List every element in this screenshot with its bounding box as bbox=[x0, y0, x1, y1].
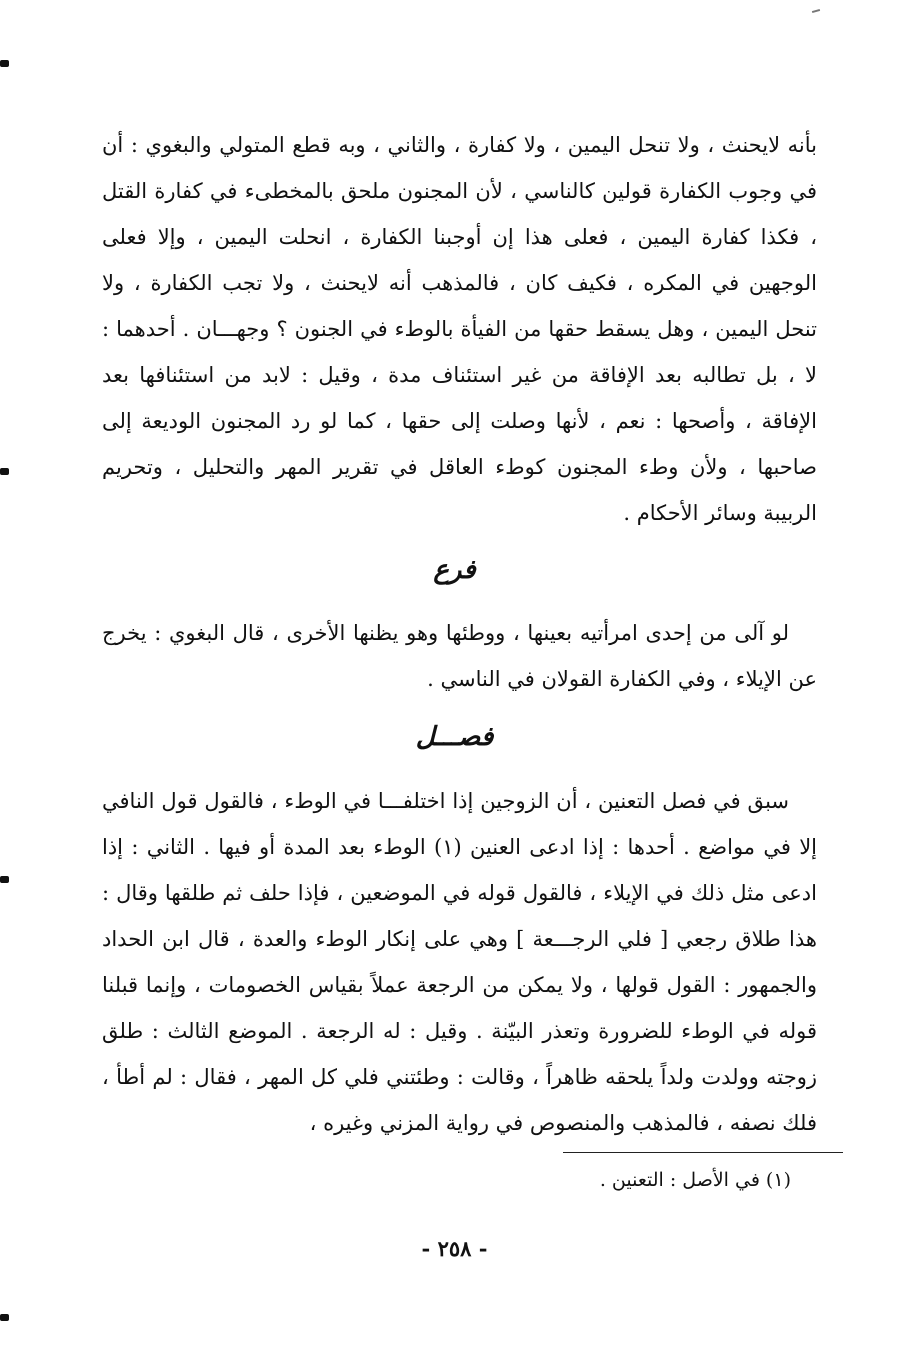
scan-edge-mark bbox=[0, 1314, 9, 1321]
paragraph-1-text: بأنه لايحنث ، ولا تنحل اليمين ، ولا كفارة ، والثاني ، وبه قطع المتولي والبغوي : أن في وجوب الكفارة قولين كالناسي ، لأن المجنون ملحق بالمخطىء في كفارة القتل ، فكذا كفارة اليمين ، فعلى هذا إن أوجبنا الكفارة ، انحلت اليمين ، وإلا فعلى الوجهين في المكره ، فكيف كان ، فالمذهب أنه لايحنث ، ولا تجب الكفارة ، ولا تنحل اليمين ، وهل يسقط حقها من الفيأة بالوطء في الجنون ؟ وجهـــان . أحدهما : لا ، بل تطالبه بعد الإفاقة من غير استئناف مدة ، وقيل : لابد من استئنافها بعد الإفاقة ، وأصحها : نعم ، لأنها وصلت إلى حقها ، كما لو رد المجنون الوديعة إلى صاحبها ، ولأن وطء المجنون كوطء العاقل في تقرير المهر والتحليل ، وتحريم الربيبة وسائر الأحكام . bbox=[102, 133, 817, 525]
paragraph-1 bbox=[102, 122, 817, 536]
paragraph-2-text: لو آلى من إحدى امرأتيه بعينها ، ووطئها وهو يظنها الأخرى ، قال البغوي : يخرج عن الإيلاء ، وفي الكفارة القولان في الناسي . bbox=[102, 621, 817, 691]
footnote: (١) في الأصل : التعنين . bbox=[599, 1169, 791, 1191]
section-heading-far: فرع bbox=[433, 555, 476, 585]
paragraph-2 bbox=[102, 610, 817, 702]
section-heading-fasl: فصـــل bbox=[415, 722, 494, 752]
scan-edge-mark bbox=[0, 468, 9, 475]
page-number: - ٢٥٨ - bbox=[421, 1236, 488, 1261]
paragraph-3 bbox=[102, 778, 817, 1146]
scan-edge-mark bbox=[0, 876, 9, 883]
scan-fleck bbox=[812, 9, 820, 13]
paragraph-3-text: سبق في فصل التعنين ، أن الزوجين إذا اختلفـــا في الوطء ، فالقول قول النافي إلا في مواضع . أحدها : إذا ادعى العنين (١) الوطء بعد المدة أو فيها . الثاني : إذا ادعى مثل ذلك في الإيلاء ، فالقول قوله في الموضعين ، فإذا حلف ثم طلقها وقال : هذا طلاق رجعي [ فلي الرجـــعة ] وهي على إنكار الوطء والعدة ، قال ابن الحداد والجمهور : القول قولها ، ولا يمكن من الرجعة عملاً بقياس الخصومات ، وإنما قبلنا قوله في الوطء للضرورة وتعذر البيّنة . وقيل : له الرجعة . الموضع الثالث : طلق زوجته وولدت ولداً يلحقه ظاهراً ، وقالت : وطئتني فلي كل المهر ، فقال : لم أطأ ، فلك نصفه ، فالمذهب والمنصوص في رواية المزني وغيره ، bbox=[102, 789, 818, 1135]
footnote-divider bbox=[563, 1152, 843, 1153]
scan-edge-mark bbox=[0, 60, 9, 67]
